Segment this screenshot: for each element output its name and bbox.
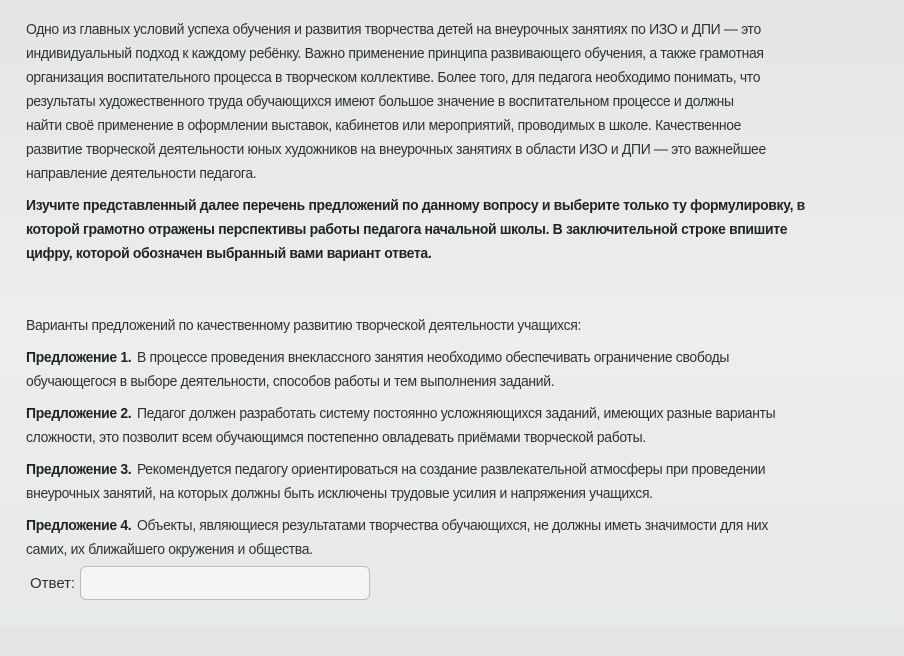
answer-row (30, 566, 370, 600)
option-text: В процессе проведения внеклассного занятия необходимо обеспечивать ограничение свободы (136, 349, 730, 366)
option-text: Объекты, являющиеся результатами творчества обучающихся, не должны иметь значимости для них (136, 517, 769, 534)
option-text: внеурочных занятий, на которых должны быть исключены трудовые усилия и напряжения учащихся. (26, 485, 653, 502)
intro-line: Одно из главных условий успеха обучения и развития творчества детей на внеурочных занятиях по ИЗО и ДПИ — это (26, 21, 761, 38)
intro-line: развитие творческой деятельности юных художников на внеурочных занятиях в области ИЗО и ДПИ — это важнейшее (26, 141, 766, 158)
option-text: самих, их ближайшего окружения и общества. (26, 541, 313, 558)
option-label: Предложение 1. (26, 349, 132, 366)
bottom-area (0, 626, 904, 656)
intro-paragraph (26, 18, 904, 186)
option-label: Предложение 4. (26, 517, 132, 534)
option-text: Педагог должен разработать систему постоянно усложняющихся заданий, имеющих разные варианты (136, 405, 776, 422)
option-text: обучающегося в выборе деятельности, способов работы и тем выполнения заданий. (26, 373, 555, 390)
task-content (26, 18, 904, 570)
intro-line: найти своё применение в оформлении выставок, кабинетов или мероприятий, проводимых в школе. Качественное (26, 117, 742, 134)
option-label: Предложение 3. (26, 461, 132, 478)
answer-input[interactable] (80, 566, 370, 600)
instruction-line: которой грамотно отражены перспективы работы педагога начальной школы. В заключительной строке впишите (26, 221, 788, 238)
intro-line: организация воспитательного процесса в творческом коллективе. Более того, для педагога необходимо понимать, что (26, 69, 761, 86)
option-1 (26, 346, 904, 394)
instruction-line: цифру, которой обозначен выбранный вами вариант ответа. (26, 245, 432, 262)
instruction-line: Изучите представленный далее перечень предложений по данному вопросу и выберите только ту формулировку, в (26, 197, 805, 214)
options-heading: Варианты предложений по качественному развитию творческой деятельности учащихся: (26, 317, 582, 334)
intro-line: индивидуальный подход к каждому ребёнку. Важно применение принципа развивающего обучения, а также грамотная (26, 45, 764, 62)
intro-line: результаты художественного труда обучающихся имеют большое значение в воспитательном процессе и должны (26, 93, 734, 110)
option-text: сложности, это позволит всем обучающимся постепенно овладевать приёмами творческой работы. (26, 429, 646, 446)
option-4 (26, 514, 904, 562)
answer-label: Ответ: (30, 574, 76, 592)
option-label: Предложение 2. (26, 405, 132, 422)
intro-line: направление деятельности педагога. (26, 165, 257, 182)
option-text: Рекомендуется педагогу ориентироваться на создание развлекательной атмосферы при проведении (136, 461, 766, 478)
option-2 (26, 402, 904, 450)
instruction-paragraph (26, 194, 904, 266)
option-3 (26, 458, 904, 506)
